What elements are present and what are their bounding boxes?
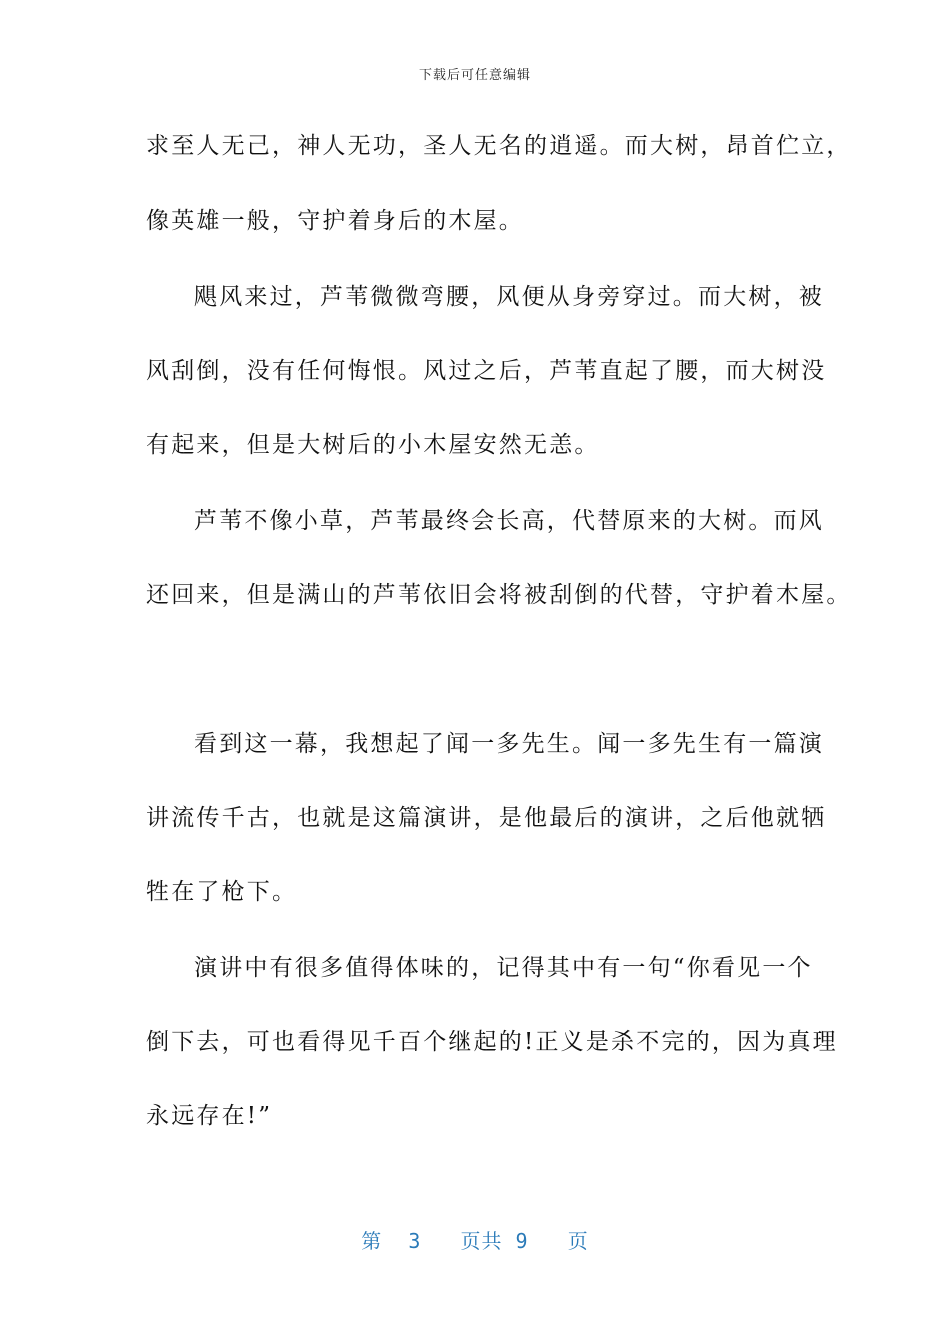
page-header: 下载后可任意编辑: [418, 68, 531, 83]
paragraph-5-line-2: 倒下去，可也看得见千百个继起的!正义是杀不完的，因为真理: [146, 1029, 838, 1055]
paragraph-4-line-3: 牲在了枪下。: [146, 879, 298, 905]
paragraph-5-line-3: 永远存在!”: [146, 1103, 273, 1129]
paragraph-3-line-1: 芦苇不像小草，芦苇最终会长高，代替原来的大树。而风: [194, 508, 824, 534]
page-number: 第 3 页共 9 页: [361, 1229, 589, 1253]
paragraph-1-line-2: 像英雄一般，守护着身后的木屋。: [146, 208, 524, 234]
page-footer: [0, 1225, 950, 1254]
paragraph-4-line-1: 看到这一幕，我想起了闻一多先生。闻一多先生有一篇演: [194, 731, 824, 757]
paragraph-2-line-2: 风刮倒，没有任何悔恨。风过之后，芦苇直起了腰，而大树没: [146, 358, 827, 384]
paragraph-4-line-2: 讲流传千古，也就是这篇演讲，是他最后的演讲，之后他就牺: [146, 805, 827, 831]
paragraph-2-line-1: 飓风来过，芦苇微微弯腰，风便从身旁穿过。而大树，被: [194, 284, 824, 310]
paragraph-3-line-2: 还回来，但是满山的芦苇依旧会将被刮倒的代替，守护着木屋。: [146, 582, 852, 608]
paragraph-5-line-1: 演讲中有很多值得体味的，记得其中有一句“你看见一个: [194, 955, 813, 981]
paragraph-2-line-3: 有起来，但是大树后的小木屋安然无恙。: [146, 432, 600, 458]
paragraph-1-line-1: 求至人无己，神人无功，圣人无名的逍遥。而大树，昂首伫立，: [146, 133, 852, 159]
